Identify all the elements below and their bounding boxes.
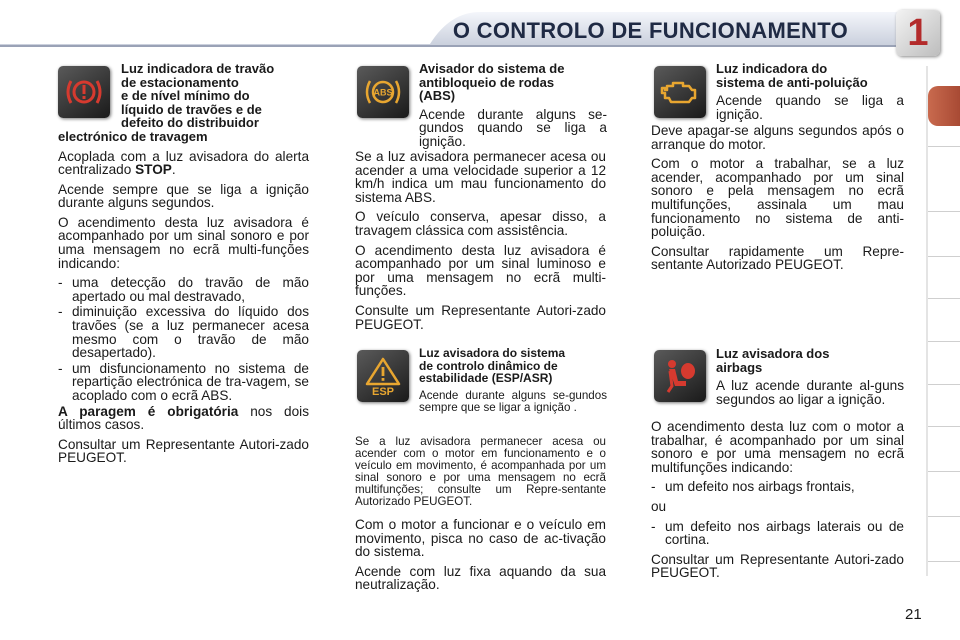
paragraph: Acende quando se liga a ignição. [716,93,904,122]
title-line: airbags [716,359,763,375]
paragraph: Consultar rapidamente um Repre-sentante Autorizado PEUGEOT. [651,243,904,273]
paragraph: Acende com luz fixa aquando da sua neutralização. [355,563,606,593]
title-line: electrónico de travagem [58,129,208,144]
paragraph: Com o motor a funcionar e o veículo em movimento, pisca no caso de ac-tivação do sistema. [355,517,606,560]
page-header [0,0,960,56]
paragraph: Com o motor a trabalhar, se a luz acender, acompanhado por um sinal sonoro e pela mensagem no ecrã multifunções, assinala um mau funcionamento no sistema de anti-poluição. [651,156,904,240]
esp-warning-icon [357,350,409,402]
title-line: Luz avisadora do sistema [419,346,566,360]
brake-section-title [121,62,311,130]
list-item: - um defeito nos airbags frontais, [651,479,855,495]
paragraph: Se a luz avisadora permanecer acesa ou acender a uma velocidade superior a 12 km/h indica um mau funcionamento do sistema ABS. [355,149,606,205]
paragraph: O acendimento desta luz avisadora é acompanhado por um sinal luminoso e por uma mensagem no ecrã multi-funções. [355,242,606,299]
title-line: estabilidade (ESP/ASR) [419,371,553,385]
chapter-tab-divider [928,561,960,562]
chapter-tab-divider [928,426,960,427]
active-chapter-tab[interactable] [928,86,960,126]
chapter-tab-divider [928,298,960,299]
title-line: e de nível mínimo do [121,88,250,103]
list-item: - um defeito nos airbags laterais ou de cortina. [651,518,904,548]
list-item: - uma detecção do travão de mão apertado ou mal destravado, [58,275,309,304]
title-line: Luz avisadora dos [716,346,830,361]
title-line: de estacionamento [121,74,239,90]
svg-text:ESP: ESP [371,386,395,396]
paragraph: Acende durante alguns se-gundos quando se liga a ignição. [419,106,607,149]
title-line: Luz indicadora de travão [121,61,275,76]
brake-section-body [58,130,309,471]
list-item: - diminuição excessiva do líquido dos travões (se a luz permanecer acesa mesmo com o travão de mão desapertado). [58,304,309,361]
paragraph: Consultar um Representante Autori-zado PEUGEOT. [651,551,904,581]
airbag-section-body [651,420,904,586]
paragraph: A luz acende durante al-guns segundos ao ligar a ignição. [716,378,904,407]
chapter-tab-divider [928,516,960,517]
esp-section-body-2 [355,518,606,598]
chapter-number: 1 [907,11,929,54]
paragraph: Acende durante alguns se-gundos sempre que se ligar a ignição . [419,388,607,414]
title-line: Luz indicadora do [716,61,828,76]
paragraph: Consultar um Representante Autori-zado PEUGEOT. [58,436,309,466]
page-number: 21 [905,606,922,623]
title-line: defeito do distribuidor [121,115,259,130]
chapter-tab-divider [928,384,960,385]
page-title: O CONTROLO DE FUNCIONAMENTO [452,18,848,43]
paragraph: Se a luz avisadora permanecer acesa ou acender com o motor em funcionamento e o veículo em movimento, é acompanhada por um sinal sonoro e por uma mensagem no ecrã multifunções; consulte um Repre-sentante Autorizado PEUGEOT. [355,435,606,508]
chapter-tab-divider [928,211,960,212]
paragraph: Deve apagar-se alguns segundos após o arranque do motor. [651,123,904,152]
title-line: antibloqueio de rodas [419,74,555,90]
paragraph: Acoplada com a luz avisadora do alerta centralizado STOP. [58,148,309,178]
abs-section-body [355,150,606,337]
paragraph: O veículo conserva, apesar disso, a travagem clássica com assistência. [355,209,606,238]
title-line: de controlo dinâmico de [419,358,558,373]
paragraph: Acende sempre que se liga a ignição durante alguns segundos. [58,181,309,211]
title-line: (ABS) [419,88,456,103]
airbag-section-title [716,347,904,412]
chapter-tabs [928,66,960,576]
chapter-tab-divider [928,471,960,472]
paragraph: A paragem é obrigatória nos dois últimos casos. [58,403,309,433]
svg-text:ABS: ABS [373,87,393,98]
paragraph: ou [651,498,667,514]
paragraph: O acendimento desta luz avisadora é acompanhado por um sinal sonoro e por uma mensagem no ecrã multi-funções indicando: [58,214,309,271]
abs-section-title [419,62,607,154]
paragraph: Consulte um Representante Autori-zado PEUGEOT. [355,302,606,332]
airbag-warning-icon [654,350,706,402]
list-item: - um disfuncionamento no sistema de repartição electrónica de tra-vagem, se acoplado com o ecrã ABS. [58,360,309,403]
chapter-tab-divider [928,341,960,342]
antipollution-section-body [651,124,904,278]
chapter-tab-divider [928,146,960,147]
paragraph: O acendimento desta luz com o motor a trabalhar, é acompanhado por um sinal sonoro e por uma mensagem no ecrã multifunções indicando: [651,419,904,475]
abs-warning-icon [357,66,409,118]
chapter-tab-divider [928,256,960,257]
engine-check-icon [654,66,706,118]
esp-section-title [419,347,607,420]
brake-warning-icon [58,66,110,118]
title-line: Avisador do sistema de [419,61,565,76]
title-line: sistema de anti-poluição [716,74,868,90]
title-line: líquido de travões e de [121,101,262,117]
esp-section-body [355,436,606,514]
antipollution-section-title [716,62,904,127]
chapter-badge [896,10,940,56]
